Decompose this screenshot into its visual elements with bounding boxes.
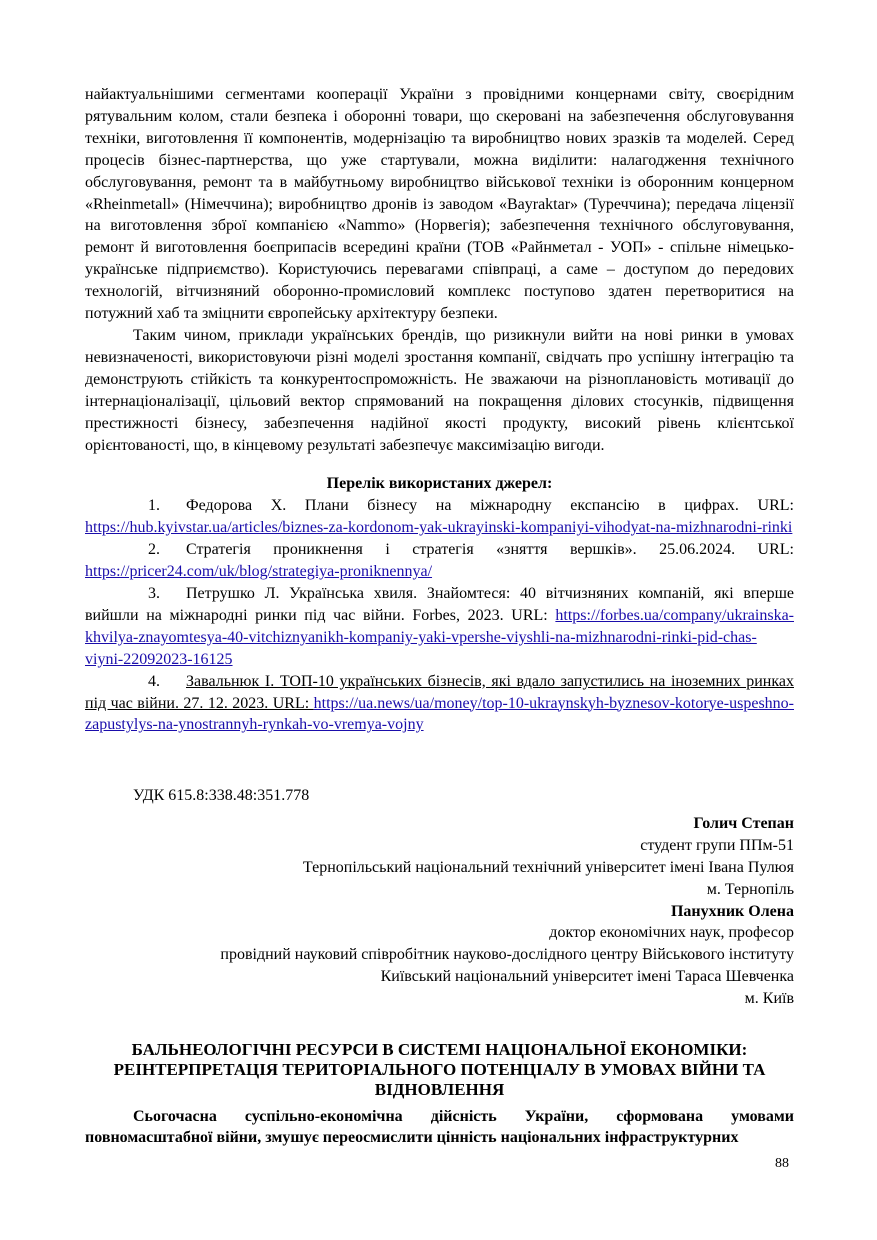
reference-number: 1.	[148, 497, 160, 515]
author-affiliation: Тернопільський національний технічний університет імені Івана Пулюя	[302, 858, 794, 876]
author-degree: доктор економічних наук, професор	[549, 924, 794, 942]
body-paragraph-1: найактуальнішими сегментами кооперації України з провідними концернами світу, своєрідним рятувальним колом, стали безпека і оборонні товари, що скеровані на забезпечення обслуговування техніки, виготовлення її компонентів, модернізацію та виробництво нових зразків та моделей. Серед процесів бізнес-партнерства, що уже стартували, можна виділити: налагодження технічного обслуговування, ремонт та в майбутньому виробництво військової техніки із оборонним концерном «Rheinmetall» (Німеччина); виробництво дронів із заводом «Bayraktar» (Туреччина); передача ліцензії на виготовлення зброї компанією «Nammo» (Норвегія); забезпечення технічного обслуговування, ремонт й виготовлення боєприпасів всередині країни (ТОВ «Райнметал - УОП» - спільне німецько-українське підприємство). Користуючись перевагами співпраці, а саме – доступом до передових технологій, вітчизняний оборонно-промисловий комплекс поступово здатен перетворитися на потужний хаб та зміцнити європейську архітектуру безпеки.	[85, 86, 794, 323]
author-city: м. Тернопіль	[706, 880, 794, 898]
article-title-line: ВІДНОВЛЕННЯ	[374, 1079, 505, 1099]
reference-number: 4.	[148, 672, 160, 690]
author-block	[85, 813, 794, 1009]
body-paragraph-2: Таким чином, приклади українських брендів, що ризикнули вийти на нові ринки в умовах невизначеності, використовуючи різні моделі зростання компанії, свідчать про успішну інтеграцію та демонструють стійкість та конкурентоспроможність. Не зважаючи на різноплановість мотивації до інтернаціоналізації, цільовий вектор спрямований на покращення ділових стосунків, підвищення престижності бізнесу, забезпечення надійної якості продукту, високий рівень клієнтської орієнтованості, що, в кінцевому результаті забезпечує максимізацію вигоди.	[85, 326, 794, 454]
author-name: Панухник Олена	[670, 902, 794, 920]
reference-item-1	[85, 495, 794, 539]
reference-item-2	[85, 539, 794, 583]
reference-number: 2.	[148, 541, 160, 559]
author-affiliation: Київський національний університет імені Тараса Шевченка	[380, 967, 794, 985]
document-page	[85, 84, 794, 1149]
article-body-paragraph: Сьогочасна суспільно-економічна дійсність України, сформована умовами повномасштабної війни, змушує переосмислити цінність національних інфраструктурних	[85, 1107, 794, 1147]
reference-number: 3.	[148, 585, 160, 603]
reference-link[interactable]: https://forbes.ua/company/ukrainska-khvilya-znayomtesya-40-vitchiznyanikh-kompaniy-yaki-vpershe-viyshli-na-mizhnarodni-rinki-pid-chas-viyni-22092023-16125	[85, 606, 794, 668]
udk-code: УДК 615.8:338.48:351.778	[133, 787, 310, 805]
author-position: провідний науковий співробітник науково-дослідного центру Військового інституту	[220, 946, 794, 964]
sources-heading: Перелік використаних джерел:	[326, 475, 553, 493]
author-city: м. Київ	[744, 989, 794, 1007]
references-list	[85, 495, 794, 736]
reference-text: Завальнюк І. ТОП-10 українських бізнесів, які вдало запустились на іноземних ринках під час війни. 27. 12. 2023. URL:	[85, 672, 794, 712]
author-position: студент групи ППм-51	[640, 837, 794, 855]
reference-item-4	[85, 671, 794, 737]
article-title-line: РЕІНТЕРПРЕТАЦІЯ ТЕРИТОРІАЛЬНОГО ПОТЕНЦІАЛУ В УМОВАХ ВІЙНИ ТА	[113, 1059, 766, 1079]
reference-link[interactable]: https://ua.news/ua/money/top-10-ukraynskyh-byznesov-kotorye-uspeshno-zapustylys-na-ynostrannyh-rynkah-vo-vremya-vojny	[85, 694, 794, 734]
reference-link[interactable]: https://hub.kyivstar.ua/articles/biznes-za-kordonom-yak-ukrayinski-kompaniyi-vihodyat-na-mizhnarodni-rinki	[85, 519, 793, 537]
article-title-line: БАЛЬНЕОЛОГІЧНІ РЕСУРСИ В СИСТЕМІ НАЦІОНАЛЬНОЇ ЕКОНОМІКИ:	[131, 1039, 748, 1059]
reference-text: Стратегія проникнення і стратегія «зняття вершків». 25.06.2024. URL:	[186, 541, 794, 559]
reference-item-3	[85, 583, 794, 671]
page-number: 88	[775, 1156, 789, 1171]
reference-text: Федорова Х. Плани бізнесу на міжнародну експансію в цифрах. URL:	[186, 497, 794, 515]
reference-link[interactable]: https://pricer24.com/uk/blog/strategiya-proniknennya/	[85, 563, 433, 581]
reference-text: Петрушко Л. Українська хвиля. Знайомтеся: 40 вітчизняних компаній, які вперше вийшли на міжнародні ринки під час війни. Forbes, 2023. URL:	[85, 585, 794, 624]
author-name: Голич Степан	[693, 815, 794, 833]
article-title	[85, 1040, 794, 1100]
